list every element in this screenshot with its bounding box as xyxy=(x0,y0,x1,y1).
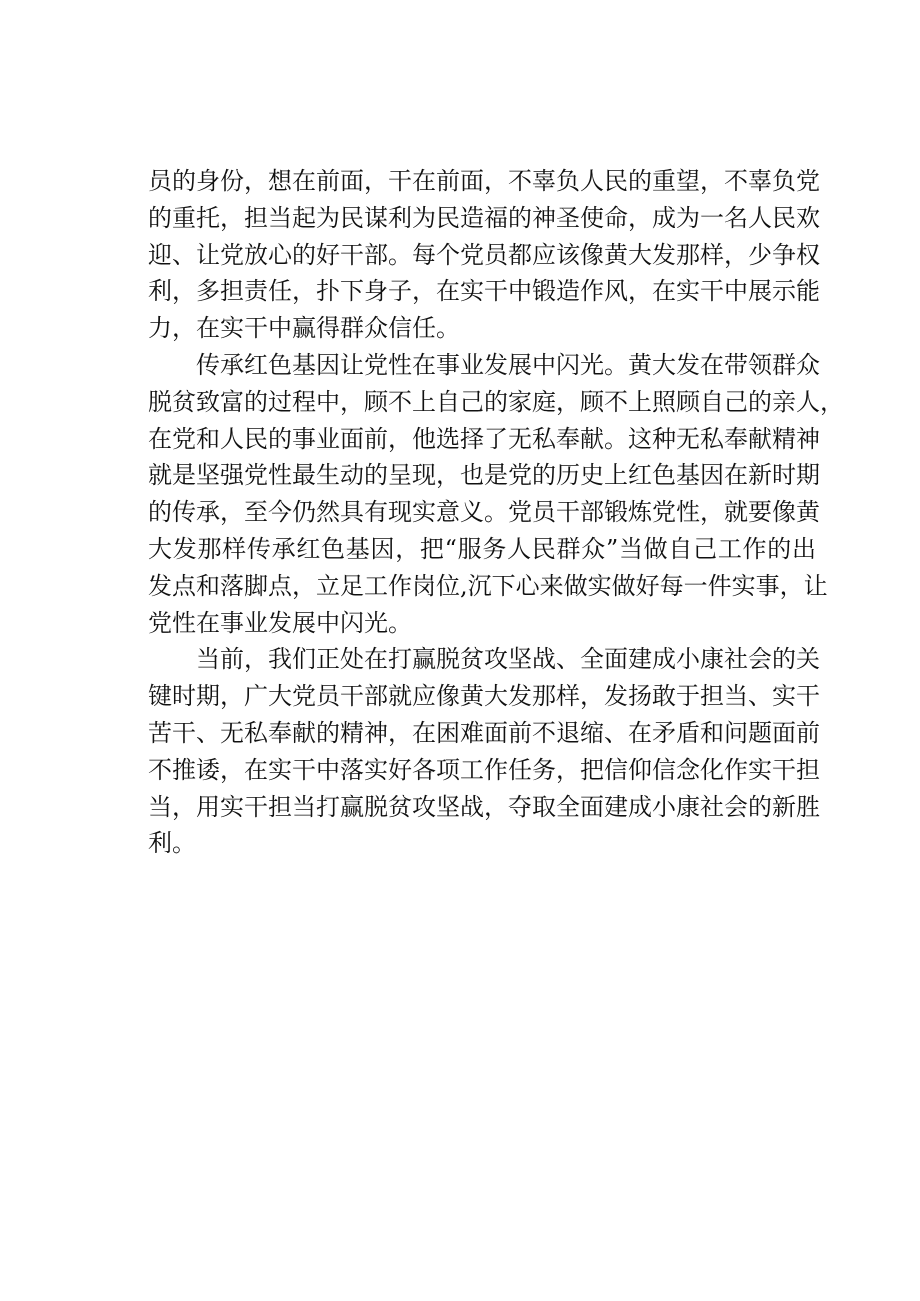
text-line: 的传承，至今仍然具有现实意义。党员干部锻炼党性，就要像黄 xyxy=(148,498,820,527)
text-line: 脱贫致富的过程中，顾不上自己的家庭，顾不上照顾自己的亲人， xyxy=(148,387,844,416)
text-line: 传承红色基因让党性在事业发展中闪光。黄大发在带领群众 xyxy=(196,350,820,379)
text-line: 迎、让党放心的好干部。每个党员都应该像黄大发那样，少争权 xyxy=(148,240,820,269)
text-line: 在党和人民的事业面前，他选择了无私奉献。这种无私奉献精神 xyxy=(148,424,820,453)
text-line: 员的身份，想在前面，干在前面，不辜负人民的重望，不辜负党 xyxy=(148,167,820,195)
text-line: 的重托，担当起为民谋利为民造福的神圣使命，成为一名人民欢 xyxy=(148,203,820,232)
text-line: 利，多担责任，扑下身子，在实干中锻造作风，在实干中展示能 xyxy=(148,277,820,306)
text-line: 当，用实干担当打赢脱贫攻坚战，夺取全面建成小康社会的新胜 xyxy=(148,792,820,821)
text-line: 大发那样传承红色基因，把“服务人民群众”当做自己工作的出 xyxy=(148,534,816,563)
document-body xyxy=(148,163,844,862)
text-line: 利。 xyxy=(148,829,196,858)
text-line: 力，在实干中赢得群众信任。 xyxy=(148,314,460,343)
text-line: 苦干、无私奉献的精神，在困难面前不退缩、在矛盾和问题面前 xyxy=(148,718,820,747)
text-line: 键时期，广大党员干部就应像黄大发那样，发扬敢于担当、实干 xyxy=(148,682,820,711)
paragraph-1 xyxy=(148,163,820,347)
text-line: 就是坚强党性最生动的呈现，也是党的历史上红色基因在新时期 xyxy=(148,461,820,490)
paragraph-2 xyxy=(148,347,844,641)
text-line: 当前，我们正处在打赢脱贫攻坚战、全面建成小康社会的关 xyxy=(196,645,820,674)
text-line: 党性在事业发展中闪光。 xyxy=(148,608,412,637)
paragraph-3 xyxy=(148,641,820,862)
text-line: 发点和落脚点，立足工作岗位,沉下心来做实做好每一件实事，让 xyxy=(148,571,828,600)
text-line: 不推诿，在实干中落实好各项工作任务，把信仰信念化作实干担 xyxy=(148,755,820,784)
